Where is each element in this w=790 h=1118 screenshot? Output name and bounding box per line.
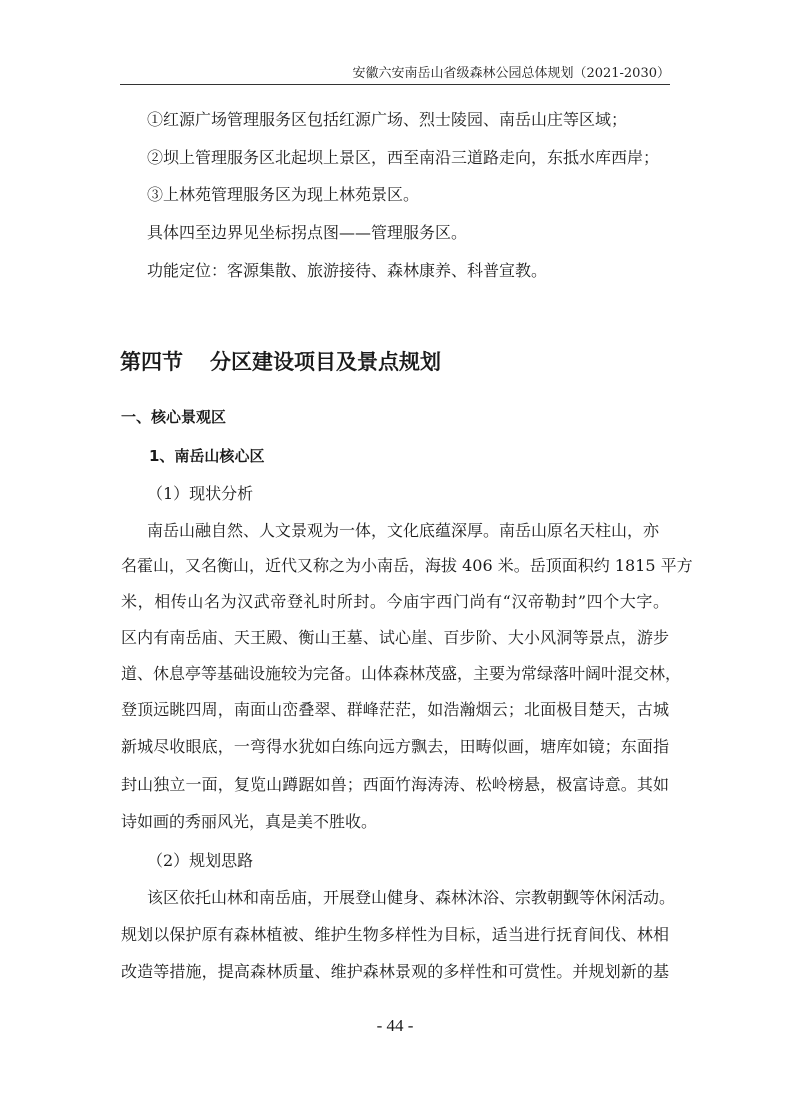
page-number: - 44 - <box>376 1016 414 1035</box>
para1-line-2: 名霍山，又名衡山，近代又称之为小南岳，海拔 406 米。岳顶面积约 1815 平方 <box>121 556 693 575</box>
para1-line-8: 封山独立一面，复览山蹲踞如兽；西面竹海涛涛、松岭榜悬，极富诗意。其如 <box>121 775 669 794</box>
intro-line-4: 具体四至边界见坐标拐点图——管理服务区。 <box>147 223 468 242</box>
intro-line-2: ②坝上管理服务区北起坝上景区，西至南沿三道路走向，东抵水库西岸； <box>147 148 660 167</box>
subheading-plan: （2）规划思路 <box>147 851 254 870</box>
intro-line-5: 功能定位：客源集散、旅游接待、森林康养、科普宣教。 <box>147 261 548 280</box>
para1-line-1: 南岳山融自然、人文景观为一体，文化底蕴深厚。南岳山原名天柱山，亦 <box>147 521 660 540</box>
para1-line-3: 米，相传山名为汉武帝登礼时所封。今庙宇西门尚有“汉帝勒封”四个大字。 <box>121 592 669 611</box>
heading-nanyue-core: 1、南岳山核心区 <box>149 447 265 465</box>
page-header: 安徽六安南岳山省级森林公园总体规划（2021-2030） <box>352 66 670 81</box>
subheading-status: （1）现状分析 <box>147 484 254 503</box>
para1-line-6: 登顶远眺四周，南面山峦叠翠、群峰茫茫，如浩瀚烟云；北面极目楚天，古城 <box>121 700 669 719</box>
intro-line-3: ③上林苑管理服务区为现上林苑景区。 <box>147 185 420 204</box>
section-number: 第四节 <box>120 350 183 374</box>
section-title <box>120 346 441 376</box>
header-rule <box>120 84 670 85</box>
para2-line-3: 改造等措施，提高森林质量、维护森林景观的多样性和可赏性。并规划新的基 <box>121 962 669 981</box>
para2-line-2: 规划以保护原有森林植被、维护生物多样性为目标，适当进行抚育间伐、林相 <box>121 925 669 944</box>
section-title-text: 分区建设项目及景点规划 <box>210 350 441 374</box>
heading-core-area: 一、核心景观区 <box>121 408 227 426</box>
para1-line-5: 道、休息亭等基础设施较为完备。山体森林茂盛，主要为常绿落叶阔叶混交林， <box>121 664 682 683</box>
para2-line-1: 该区依托山林和南岳庙，开展登山健身、森林沐浴、宗教朝觐等休闲活动。 <box>147 888 676 907</box>
para1-line-9: 诗如画的秀丽风光，真是美不胜收。 <box>121 812 378 831</box>
intro-line-1: ①红源广场管理服务区包括红源广场、烈士陵园、南岳山庄等区域； <box>147 110 628 129</box>
para1-line-4: 区内有南岳庙、天王殿、衡山王墓、试心崖、百步阶、大小风洞等景点，游步 <box>121 628 669 647</box>
para1-line-7: 新城尽收眼底，一弯得水犹如白练向远方飘去，田畴似画，塘库如镜；东面指 <box>121 737 669 756</box>
